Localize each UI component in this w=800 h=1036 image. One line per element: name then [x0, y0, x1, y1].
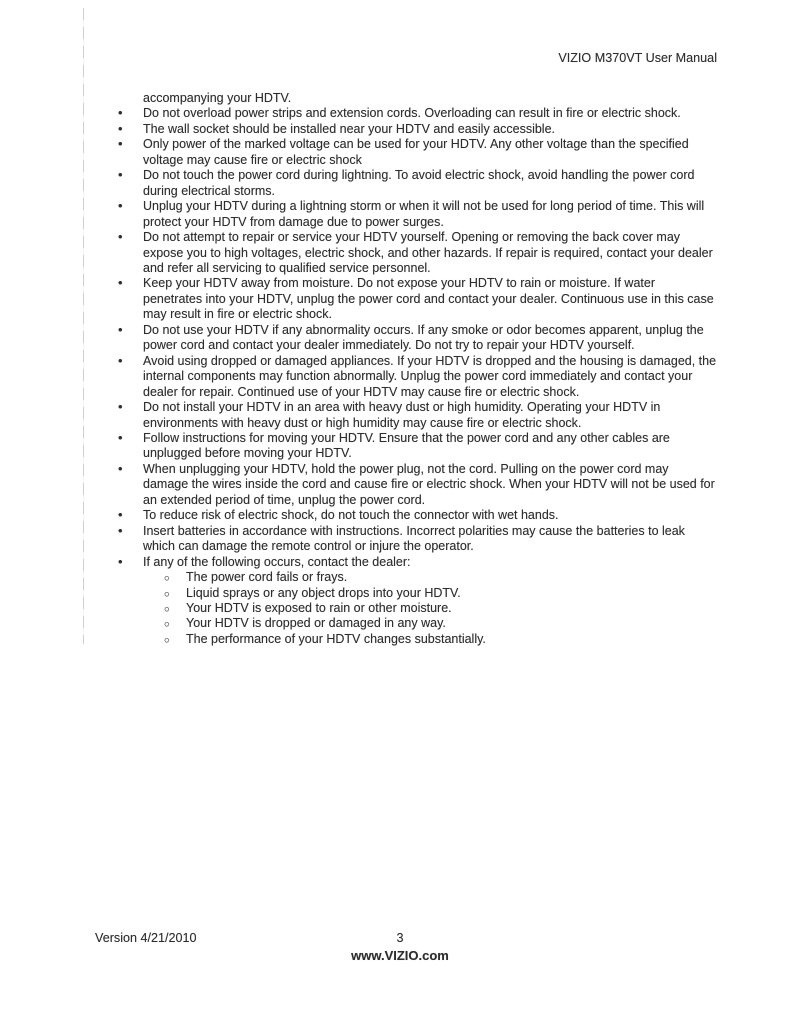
footer-website: www.VIZIO.com: [351, 948, 449, 963]
bullet-item: [118, 136, 717, 168]
bullet-dot-icon: •: [118, 198, 123, 214]
sub-bullet-text: Your HDTV is exposed to rain or other moisture.: [186, 600, 452, 615]
bullet-dot-icon: •: [118, 105, 123, 121]
bullet-item: [118, 507, 717, 523]
bullet-item: [118, 198, 717, 230]
sub-bullet-text: The power cord fails or frays.: [186, 570, 348, 585]
footer-page-number: 3: [396, 931, 404, 945]
bullet-item-dealer: [118, 553, 717, 648]
sub-bullet-item: [164, 616, 706, 631]
continuation-line: accompanying your HDTV.: [143, 91, 292, 105]
bullet-dot-icon: •: [118, 136, 123, 152]
bullet-text: Do not use your HDTV if any abnormality occurs. If any smoke or odor becomes apparent, unplug the power cord and contact your dealer immediately. Do not try to repair your HDTV yourself.: [143, 322, 704, 353]
header-title: VIZIO M370VT User Manual: [558, 51, 717, 65]
bullet-text: To reduce risk of electric shock, do not touch the connector with wet hands.: [143, 508, 559, 523]
bullet-item: [118, 352, 717, 400]
bullet-text: Do not touch the power cord during lightning. To avoid electric shock, avoid handling the power cord during electrical storms.: [143, 168, 695, 198]
bullet-text: Do not overload power strips and extension cords. Overloading can result in fire or electric shock.: [143, 106, 681, 121]
bullet-text: The wall socket should be installed near your HDTV and easily accessible.: [143, 121, 556, 136]
bullet-item: [118, 522, 717, 555]
bullet-dot-icon: •: [118, 399, 123, 415]
sub-bullet-item: [164, 570, 706, 585]
bullet-text: Follow instructions for moving your HDTV. Ensure that the power cord and any other cables are unplugged before moving your HDTV.: [143, 430, 670, 461]
page-body: [0, 91, 800, 647]
bullet-text: Only power of the marked voltage can be used for your HDTV. Any other voltage than the specified voltage may cause fire or electric shock: [143, 137, 689, 167]
bullet-dot-icon: •: [118, 167, 123, 183]
sub-bullet-text: The performance of your HDTV changes substantially.: [186, 631, 486, 646]
bullet-text: If any of the following occurs, contact the dealer:: [143, 554, 411, 569]
bullet-text: Insert batteries in accordance with instructions. Incorrect polarities may cause the batteries to leak which can damage the remote control or injure the operator.: [143, 523, 685, 554]
circle-bullet-icon: ○: [164, 619, 170, 631]
bullet-text: Unplug your HDTV during a lightning storm or when it will not be used for long period of time. This will protect your HDTV from damage due to power surges.: [143, 199, 705, 229]
bullet-item: [118, 167, 717, 199]
page-header: [0, 51, 717, 66]
sub-bullet-text: Liquid sprays or any object drops into your HDTV.: [186, 585, 461, 600]
sub-bullet-item: [164, 631, 706, 647]
sub-bullet-item: [164, 600, 706, 616]
bullet-item: [118, 105, 717, 121]
bullet-dot-icon: •: [118, 507, 123, 523]
sub-bullet-item: [164, 585, 706, 601]
circle-bullet-icon: ○: [164, 634, 170, 646]
bullet-item: [118, 120, 717, 137]
bullet-item: [118, 429, 717, 462]
bullet-dot-icon: •: [118, 553, 123, 569]
bullet-dot-icon: •: [118, 352, 123, 368]
bullet-dot-icon: •: [118, 229, 123, 245]
bullet-item: [118, 460, 717, 508]
bullet-text: Avoid using dropped or damaged appliances. If your HDTV is dropped and the housing is damaged, the internal components may function abnormally. Unplug the power cord immediately and contact your dealer for repair. Continued use of your HDTV may cause fire or electric shock.: [143, 353, 717, 399]
bullet-text: Do not install your HDTV in an area with heavy dust or high humidity. Operating your HDTV in environments with heavy dust or high humidity may cause fire or electric shock.: [143, 400, 661, 430]
bullet-dot-icon: •: [118, 321, 123, 337]
circle-bullet-icon: ○: [164, 588, 170, 600]
bullet-item: [118, 399, 717, 431]
bullet-dot-icon: •: [118, 460, 123, 476]
bullet-item: [118, 321, 717, 354]
bullet-dot-icon: •: [118, 275, 123, 291]
bullet-item: [118, 229, 717, 276]
bullet-text: Keep your HDTV away from moisture. Do not expose your HDTV to rain or moisture. If water penetrates into your HDTV, unplug the power cord and contact your dealer. Continuous use in this case may result in fire or electric shock.: [143, 276, 714, 322]
bullet-dot-icon: •: [118, 429, 123, 445]
dealer-sub-list: [143, 570, 717, 647]
bullet-item: [118, 275, 717, 322]
circle-bullet-icon: ○: [164, 573, 170, 585]
footer-version: Version 4/21/2010: [95, 931, 197, 945]
sub-bullet-text: Your HDTV is dropped or damaged in any way.: [186, 616, 446, 631]
bullet-text: Do not attempt to repair or service your HDTV yourself. Opening or removing the back cover may expose you to high voltages, electric shock, and other hazards. If repair is required, contact your dealer and refer all servicing to qualified service personnel.: [143, 230, 713, 275]
bullet-text: When unplugging your HDTV, hold the power plug, not the cord. Pulling on the power cord may damage the wires inside the cord and cause fire or electric shock. When your HDTV will not be used for an extended period of time, unplug the power cord.: [143, 461, 715, 507]
circle-bullet-icon: ○: [164, 603, 170, 615]
bullet-dot-icon: •: [118, 120, 123, 136]
bullet-dot-icon: •: [118, 522, 123, 538]
safety-bullet-list: [0, 106, 800, 647]
